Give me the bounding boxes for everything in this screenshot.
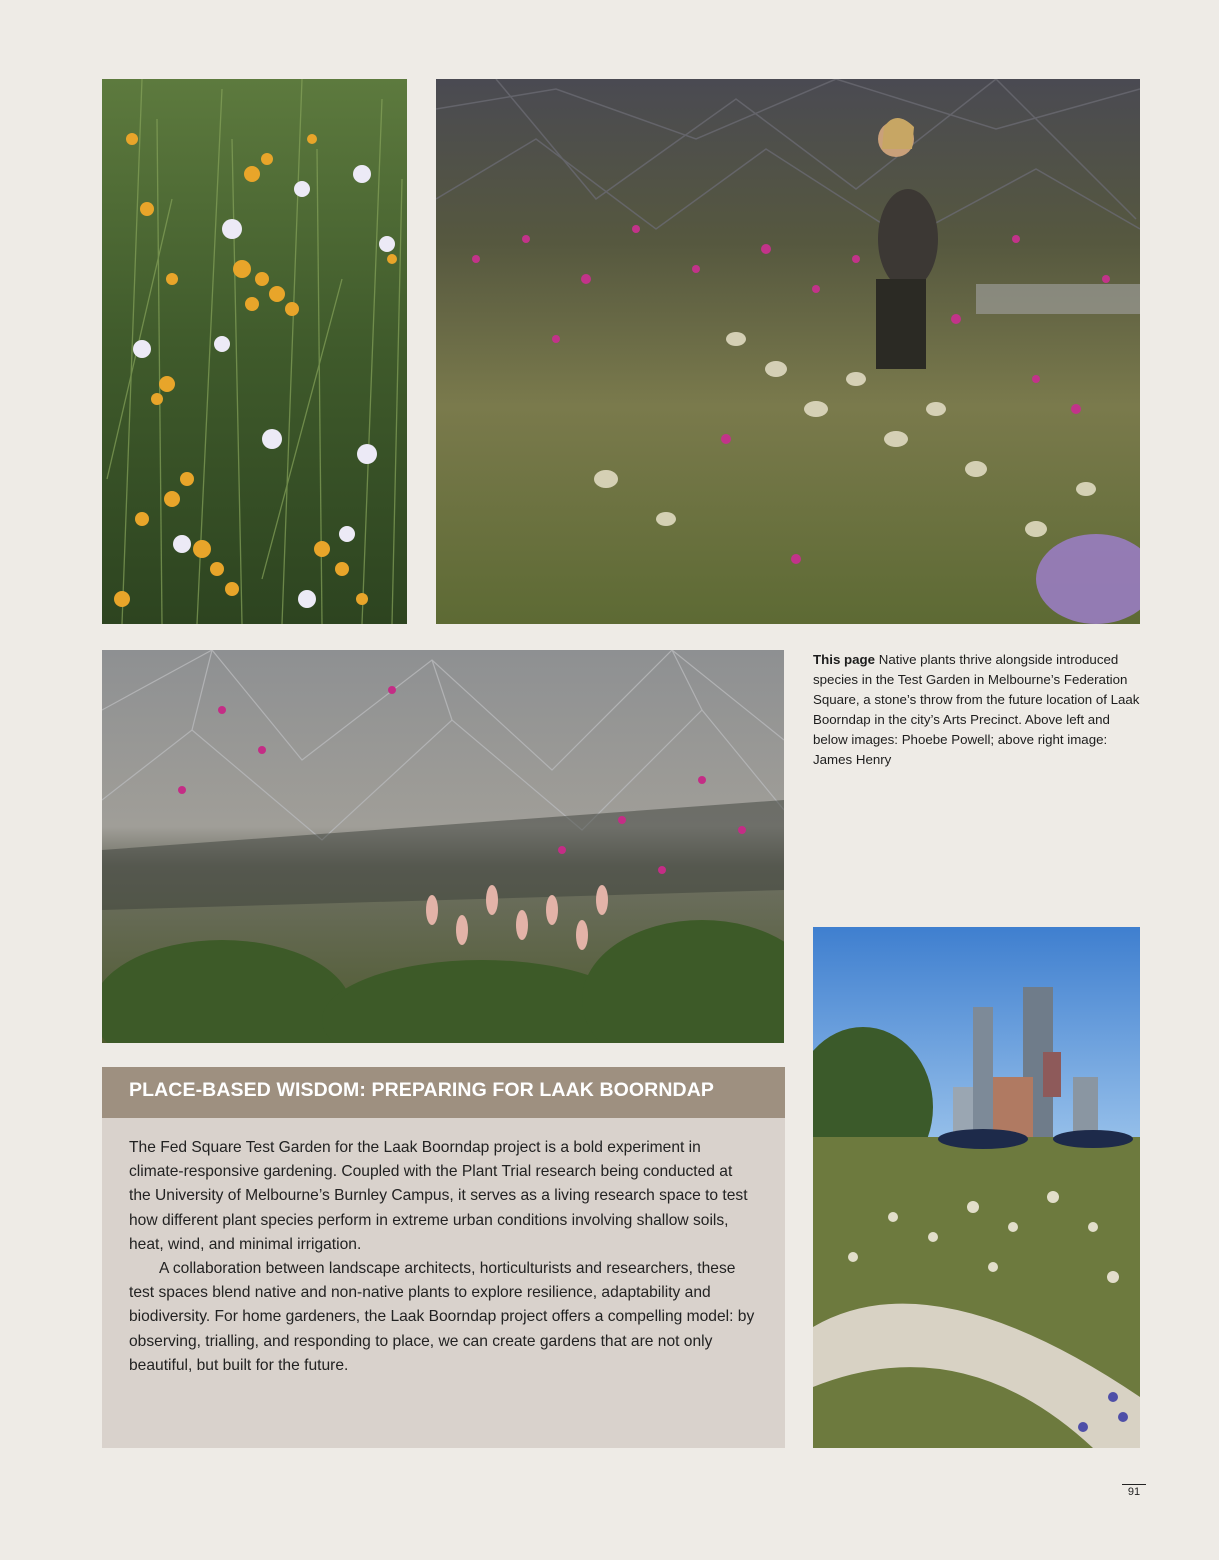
- photo-caption: [813, 650, 1143, 770]
- wall-planting-photo: [102, 650, 784, 1043]
- flowers-photo: [102, 79, 407, 624]
- page-number: 91: [1122, 1484, 1146, 1498]
- sidebar-body: [102, 1118, 785, 1378]
- caption-text: Native plants thrive alongside introduced species in the Test Garden in Melbourne’s Federation Square, a stone’s throw from the future location of Laak Boorndap in the city’s Arts Precinct. Above left and below images: Phoebe Powell; above right image: James Henry: [813, 652, 1140, 767]
- city-garden-photo: [813, 927, 1140, 1448]
- sidebar-paragraph-1: The Fed Square Test Garden for the Laak Boorndap project is a bold experiment in climate-responsive gardening. Coupled with the Plant Trial research being conducted at the University of Melbourne’s Burnley Campus, it serves as a living research space to test how different plant species perform in extreme urban conditions involving shallow soils, heat, wind, and minimal irrigation.: [129, 1139, 748, 1253]
- meadow-photo: [436, 79, 1140, 624]
- sidebar-paragraph-2: A collaboration between landscape architects, horticulturists and researchers, these test spaces blend native and non-native plants to explore resilience, adaptability and biodiversity. For home gardeners, the Laak Boorndap project offers a compelling model: by observing, trialling, and responding to place, we can create gardens that are not only beautiful, but built for the future.: [129, 1260, 755, 1374]
- sidebar-box: [102, 1067, 785, 1448]
- sidebar-heading: PLACE-BASED WISDOM: PREPARING FOR LAAK BOORNDAP: [102, 1067, 785, 1118]
- caption-lead: This page: [813, 652, 876, 667]
